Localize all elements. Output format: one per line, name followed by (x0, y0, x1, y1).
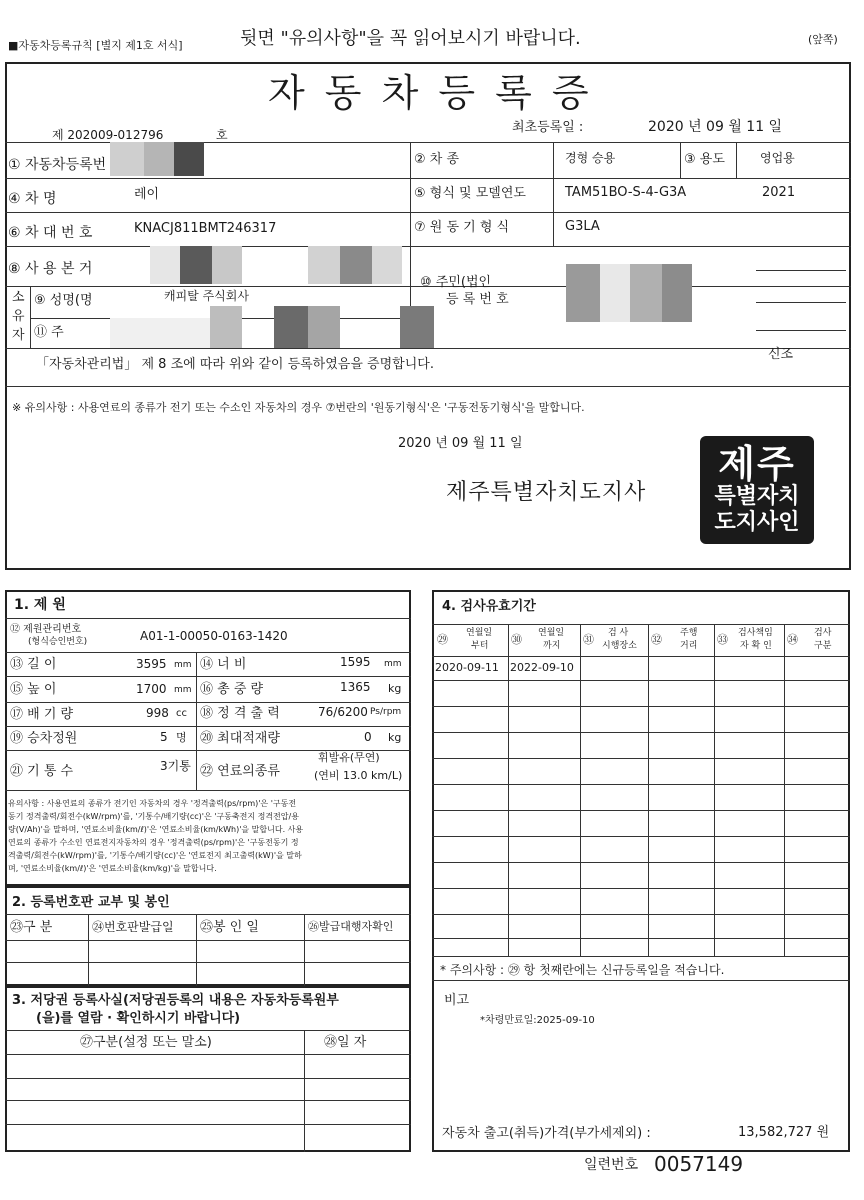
inspect-col-place-num: ㉛ (583, 633, 594, 646)
owner-name-label: ⑨ 성명(명 (34, 293, 93, 308)
mortgage-title-line-2: (을)를 열람 · 확인하시기 바랍니다) (36, 1011, 241, 1026)
remarks-label: 비고 (444, 993, 470, 1008)
spec-note-line-1: 유의사항 : 사용연료의 종류가 전기인 자동차의 경우 '정격출력(ps/rpm)'은 '구동전 (8, 799, 297, 808)
inspect-col-inspector-2: 자 확 인 (740, 641, 772, 651)
rule-line (30, 286, 31, 348)
rule-line (756, 330, 846, 331)
seats-unit: 명 (176, 731, 187, 744)
rule-line (5, 178, 851, 179)
rule-line (432, 862, 850, 863)
redacted-block (174, 142, 204, 176)
seats-label: ⑲ 승차정원 (10, 731, 78, 746)
fuel-type-value: 휘발유(무연) (318, 751, 380, 764)
height-unit: mm (174, 685, 192, 695)
rule-line (508, 624, 509, 956)
law-statement: 「자동차관리법」 제 8 조에 따라 위와 같이 등록하였음을 증명합니다. (36, 357, 434, 372)
rule-line (5, 618, 411, 619)
gross-weight-unit: kg (388, 682, 402, 695)
model-value: TAM51BO-S-4-G3A (565, 185, 687, 200)
width-label: ⑭ 너 비 (200, 657, 247, 672)
rule-line (5, 212, 851, 213)
cylinders-label: ㉑ 기 통 수 (10, 764, 74, 779)
rule-line (432, 758, 850, 759)
serial-label: 일련번호 (584, 1157, 639, 1173)
inspect-col-to-2: 까지 (543, 641, 561, 651)
rule-line (196, 652, 197, 790)
max-load-value: 0 (364, 730, 372, 744)
rule-line (432, 956, 850, 957)
inspection-frame (432, 590, 850, 1152)
remarks-value: *차령만료일:2025-09-10 (480, 1015, 595, 1026)
form-reference: ■자동차등록규칙 [별지 제1호 서식] (8, 39, 183, 52)
inspect-col-place-1: 검 사 (608, 628, 629, 638)
rule-line (756, 302, 846, 303)
width-value: 1595 (340, 655, 371, 669)
max-load-label: ⑳ 최대적재량 (200, 731, 280, 746)
rule-line (5, 1124, 411, 1125)
rule-line (714, 624, 715, 956)
inspect-to-date: 2022-09-10 (510, 661, 574, 674)
mgmt-number-label-2: (형식승인번호) (28, 637, 88, 647)
owner-side-label-2: 유 (12, 309, 25, 324)
redacted-block (212, 246, 242, 284)
rule-line (5, 790, 411, 791)
gross-weight-value: 1365 (340, 680, 371, 694)
rule-line (432, 732, 850, 733)
redacted-block (144, 142, 174, 176)
rule-line (432, 706, 850, 707)
redacted-block (110, 142, 144, 176)
redacted-block (662, 264, 692, 322)
vehicle-type-label: ② 차 종 (414, 152, 460, 167)
rated-power-unit: Ps/rpm (370, 707, 402, 717)
seats-value: 5 (160, 730, 168, 744)
page-side-label: (앞쪽) (808, 33, 838, 46)
rule-line (5, 940, 411, 941)
mortgage-title-line-1: 3. 저당권 등록사실(저당권등록의 내용은 자동차등록원부 (12, 993, 339, 1008)
seal-text-3: 도지사인 (714, 510, 800, 535)
use-value: 영업용 (760, 151, 795, 165)
rated-power-value: 76/6200 (318, 705, 368, 719)
inspect-col-inspector-1: 검사책임 (738, 628, 773, 638)
rule-line (5, 726, 411, 727)
gross-weight-label: ⑯ 총 중 량 (200, 682, 264, 697)
plate-col-issue-date: ㉔번호판발급일 (92, 920, 174, 934)
redacted-block (566, 264, 600, 322)
rule-line (5, 1054, 411, 1055)
vehicle-name-label: ④ 차 명 (8, 191, 57, 207)
rule-line (304, 1030, 305, 1152)
rule-line (553, 142, 554, 246)
rule-line (5, 1100, 411, 1101)
redacted-block (180, 246, 212, 284)
caution-text: ※ 유의사항 : 사용연료의 종류가 전기 또는 수소인 자동차의 경우 ⑦번란의 '원동기형식'은 '구동전동기형식'을 말합니다. (12, 401, 585, 414)
inspection-note: * 주의사항 : ㉙ 항 첫째란에는 신규등록일을 적습니다. (440, 963, 725, 977)
model-year: 2021 (762, 185, 796, 200)
spec-title: 1. 제 원 (14, 597, 66, 613)
redacted-block (150, 246, 180, 284)
spec-note-line-4: 연료의 종류가 수소인 연료전지자동차의 경우 '정격출력(ps/rpm)'은 '구동전동기 정 (8, 838, 299, 847)
inspect-col-mileage-num: ㉜ (651, 633, 662, 646)
base-location-label: ⑧ 사 용 본 거 (8, 261, 93, 277)
displacement-value: 998 (146, 706, 169, 720)
certificate-number-suffix: 호 (216, 128, 228, 142)
engine-type-value: G3LA (565, 219, 600, 234)
vin-value: KNACJ811BMT246317 (134, 221, 277, 236)
plate-title: 2. 등록번호판 교부 및 봉인 (12, 895, 170, 910)
rated-power-label: ⑱ 정 격 출 력 (200, 706, 280, 721)
inspect-col-mileage-1: 주행 (680, 628, 698, 638)
use-label: ③ 용도 (684, 152, 725, 167)
rule-line (88, 914, 89, 986)
certificate-number: 제 202009-012796 (52, 128, 164, 142)
certificate-title: 자 동 차 등 록 증 (268, 71, 593, 115)
redacted-block (274, 306, 308, 348)
rule-line (5, 386, 851, 387)
rule-line (680, 142, 681, 178)
redacted-block (630, 264, 662, 322)
rule-line (5, 676, 411, 677)
rule-line (304, 914, 305, 986)
first-registration-label: 최초등록일 : (512, 120, 584, 135)
serial-value: 0057149 (654, 1152, 744, 1176)
mgmt-number-label-1: ⑫ 제원관리번호 (10, 624, 82, 635)
price-label: 자동차 출고(취득)가격(부가세제외) : (442, 1126, 651, 1141)
engine-type-label: ⑦ 원 동 기 형 식 (414, 220, 510, 235)
new-registration-mark: 신조 (768, 347, 794, 362)
rule-line (756, 270, 846, 271)
spec-note-line-2: 동기 정격출력/회전수(kW/rpm)'를, '기통수/배기량(cc)'은 '구동축전지 정격전압/용 (8, 812, 299, 821)
rule-line (432, 914, 850, 915)
rule-line (432, 836, 850, 837)
rule-line (432, 624, 850, 625)
rule-line (196, 914, 197, 986)
mortgage-col-type: ㉗구분(설정 또는 말소) (80, 1035, 212, 1050)
spec-note-line-6: 며, '연료소비율(km/ℓ)'은 '연료소비율(km/kg)'을 말합니다. (8, 864, 217, 873)
rule-line (5, 348, 851, 349)
redacted-block (400, 306, 434, 348)
displacement-unit: cc (176, 708, 187, 719)
vin-label: ⑥ 차 대 번 호 (8, 225, 93, 241)
mortgage-col-date: ㉘일 자 (324, 1035, 367, 1050)
rule-line (410, 142, 411, 322)
model-label: ⑤ 형식 및 모델연도 (414, 186, 526, 201)
plate-col-category: ㉓구 분 (10, 920, 53, 935)
rule-line (784, 624, 785, 956)
length-label: ⑬ 길 이 (10, 657, 57, 672)
rule-line (5, 914, 411, 915)
inspect-col-from-num: ㉙ (437, 633, 448, 646)
length-value: 3595 (136, 657, 167, 671)
width-unit: mm (384, 659, 402, 669)
inspect-col-place-2: 시행장소 (602, 641, 637, 651)
first-registration-date: 2020 년 09 월 11 일 (648, 119, 783, 135)
rule-line (432, 656, 850, 657)
redacted-block (110, 318, 210, 348)
issue-date: 2020 년 09 월 11 일 (398, 436, 523, 451)
inspect-col-mileage-2: 거리 (680, 641, 698, 651)
height-value: 1700 (136, 682, 167, 696)
reverse-notice: 뒷면 "유의사항"을 꼭 읽어보시기 바랍니다. (240, 28, 581, 49)
rule-line (432, 938, 850, 939)
inspect-col-to-1: 연월일 (538, 628, 565, 638)
registration-number-label: ① 자동차등록번 (8, 157, 107, 173)
height-label: ⑮ 높 이 (10, 682, 57, 697)
owner-id-label-1: ⑩ 주민(법인 (420, 275, 492, 290)
redacted-block (340, 246, 372, 284)
rule-line (432, 888, 850, 889)
rule-line (648, 624, 649, 956)
inspection-title: 4. 검사유효기간 (442, 599, 536, 614)
rule-line (5, 702, 411, 703)
mgmt-number-value: A01-1-00050-0163-1420 (140, 629, 288, 643)
redacted-block (308, 306, 340, 348)
redacted-block (210, 306, 242, 348)
owner-side-label-3: 자 (12, 328, 25, 343)
inspect-col-kind-1: 검사 (814, 628, 832, 638)
rule-line (432, 680, 850, 681)
price-value: 13,582,727 원 (738, 1125, 830, 1140)
owner-name-value: 캐피탈 주식회사 (164, 289, 249, 303)
seal-text-1: 제주 (718, 442, 796, 486)
inspect-from-date: 2020-09-11 (435, 661, 499, 674)
official-seal (700, 436, 814, 544)
spec-note-line-3: 량(V/Ah)'을 말하며, '연료소비율(km/ℓ)'은 '연료소비율(km/kWh)'을 말합니다. 사용 (8, 825, 304, 834)
inspect-col-kind-2: 구분 (814, 641, 832, 651)
spec-note-line-5: 격출력/회전수(kW/rpm)'를, '기통수/배기량(cc)'은 '연료전지 최고출력(kW)'을 말하 (8, 851, 302, 860)
inspect-col-kind-num: ㉞ (787, 633, 798, 646)
inspect-col-to-num: ㉚ (511, 633, 522, 646)
inspect-col-from-2: 부터 (471, 641, 489, 651)
rule-line (432, 980, 850, 981)
rule-line (736, 142, 737, 178)
rule-line (432, 810, 850, 811)
vehicle-type-value: 경형 승용 (565, 151, 616, 165)
max-load-unit: kg (388, 731, 402, 744)
owner-side-label-1: 소 (12, 290, 25, 305)
cylinders-value: 3기통 (160, 759, 191, 773)
rule-line (580, 624, 581, 956)
inspect-col-from-1: 연월일 (466, 628, 493, 638)
length-unit: mm (174, 660, 192, 670)
displacement-label: ⑰ 배 기 량 (10, 707, 74, 722)
vehicle-name-value: 레이 (134, 187, 160, 202)
rule-line (432, 784, 850, 785)
fuel-efficiency: (연비 13.0 km/L) (314, 769, 403, 782)
rule-line (5, 246, 851, 247)
fuel-type-label: ㉒ 연료의종류 (200, 764, 280, 779)
plate-col-seal-date: ㉕봉 인 일 (200, 920, 259, 935)
rule-line (5, 1078, 411, 1079)
rule-line (5, 962, 411, 963)
redacted-block (372, 246, 402, 284)
plate-col-agent-check: ㉖발급대행자확인 (308, 920, 394, 933)
redacted-block (600, 264, 630, 322)
issuer-name: 제주특별자치도지사 (446, 480, 647, 505)
rule-line (5, 1030, 411, 1031)
owner-address-label: ⑪ 주 (34, 325, 64, 340)
seal-text-2: 특별자치 (714, 484, 800, 509)
redacted-block (308, 246, 340, 284)
rule-line (5, 652, 411, 653)
owner-id-label-2: 등 록 번 호 (446, 292, 509, 307)
inspect-col-inspector-num: ㉝ (717, 633, 728, 646)
